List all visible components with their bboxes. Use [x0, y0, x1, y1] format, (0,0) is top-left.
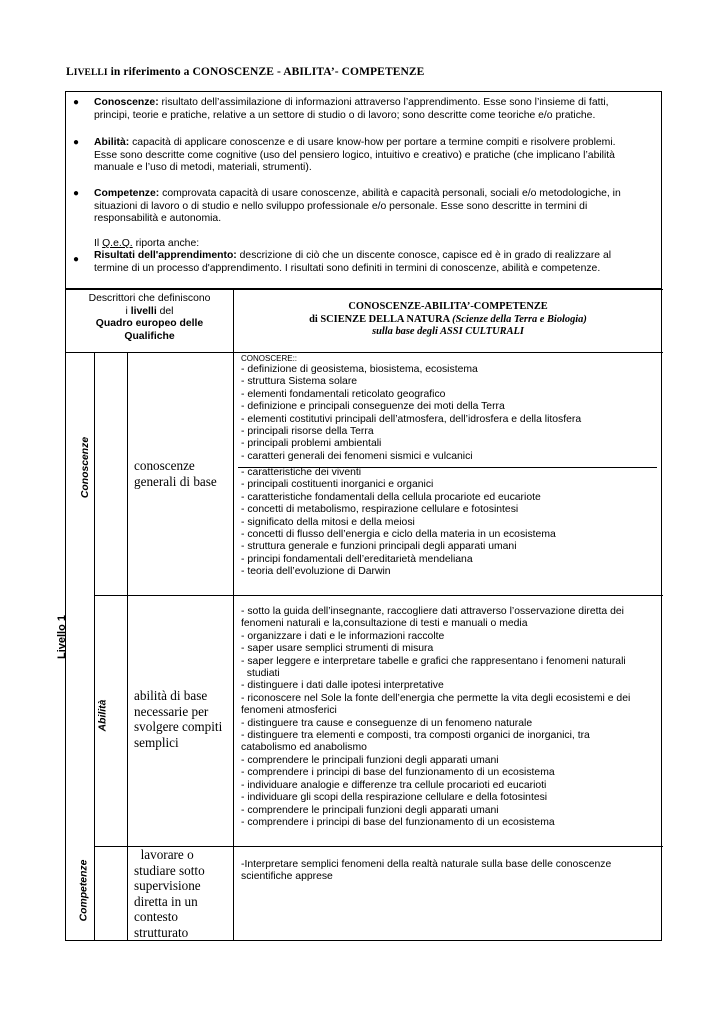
- list-item: - concetti di metabolismo, respirazione cellulare e fotosintesi: [241, 504, 519, 516]
- definition-abilita: ● Abilità: capacità di applicare conoscenze e di usare know-how per portare a termine compiti e risolvere problemi. Esse sono descritte come cognitive (uso del pensiero logico, intuitivo e creativo) e pratiche (che implicano l’abilità manuale e l’uso di metodi, materiali, strumenti).: [73, 137, 616, 174]
- list-item: - principali problemi ambientali: [241, 438, 382, 450]
- list-item: - distinguere tra elementi e composti, tra composti organici de inorganici, tra: [241, 730, 590, 742]
- list-item: -Interpretare semplici fenomeni della realtà naturale sulla base delle conoscenze: [241, 859, 612, 870]
- definition-risultati: ● Risultati dell'apprendimento: descrizione di ciò che un discente conosce, capisce ed è in grado di realizzare al termine di un processo d'apprendimento. I risultati sono definiti in termini di conoscenze, abilità e competenze.: [73, 250, 612, 274]
- list-item: - principali costituenti inorganici e organici: [241, 479, 434, 491]
- list-item: - saper leggere e interpretare tabelle e grafici che rappresentano i fenomeni naturali: [241, 655, 626, 667]
- list-item: fenomeni atmosferici: [241, 705, 337, 717]
- definitions-box: [65, 91, 662, 289]
- list-item: - caratteri generali dei fenomeni sismici e vulcanici: [241, 450, 473, 462]
- list-item: - caratteristiche fondamentali della cellula procariote ed eucariote: [241, 491, 541, 503]
- list-item: catabolismo ed anabolismo: [241, 742, 367, 754]
- list-item: scientifiche apprese: [241, 871, 333, 883]
- bullet-icon: ●: [73, 188, 80, 199]
- content-competenze: [241, 859, 657, 884]
- definition-conoscenze: ● Conoscenze: risultato dell’assimilazione di informazioni attraverso l’apprendimento. Esse sono l’insieme di fatti, principi, teorie e pratiche, relative a un settore di studio o di lavoro; sono descritte come teoriche e/o pratiche.: [73, 97, 609, 121]
- list-item: - distinguere tra cause e conseguenze di un fenomeno naturale: [241, 717, 533, 729]
- list-item: - comprendere le principali funzioni degli apparati umani: [241, 754, 499, 766]
- descriptor-conoscenze: conoscenze generali di base: [134, 458, 217, 489]
- content-abilita: [241, 606, 657, 829]
- list-item: - comprendere i principi di base del funzionamento di un ecosistema: [241, 816, 555, 828]
- list-item: - riconoscere nel Sole la fonte dell’energia che permette la vita degli ecosistemi e dei: [241, 692, 631, 704]
- level-label: Livello 1: [56, 614, 69, 660]
- list-item: - elementi fondamentali reticolato geografico: [241, 388, 446, 400]
- row-label-competenze: Competenze: [77, 859, 89, 921]
- header-subject: CONOSCENZE-ABILITA’-COMPETENZE di SCIENZE DELLA NATURA (Scienze della Terra e Biologia) sulla base degli ASSI CULTURALI: [309, 301, 587, 337]
- list-item: - individuare analogie e differenze tra cellule procarioti ed eucarioti: [241, 779, 547, 791]
- levels-table: [56, 289, 662, 941]
- bullet-icon: ●: [73, 97, 80, 108]
- row-label-abilita: Abilità: [96, 699, 108, 731]
- bullet-icon: ●: [73, 137, 80, 148]
- list-item: - caratteristiche dei viventi: [241, 467, 362, 478]
- definition-competenze: ● Competenze: comprovata capacità di usare conoscenze, abilità e capacità personali, sociali e/o metodologiche, in situazioni di lavoro o di studio e nello sviluppo professionale e/o personale. Esse sono descritte in termini di responsabilità e autonomia.: [73, 188, 621, 225]
- page-title: LIVELLI in riferimento a CONOSCENZE - ABILITA’- COMPETENZE: [66, 66, 425, 78]
- list-item: - struttura generale e funzioni principali degli apparati umani: [241, 541, 517, 553]
- descriptor-abilita: abilità di base necessarie per svolgere compiti semplici: [134, 688, 223, 750]
- list-item: - concetti di flusso dell’energia e ciclo della materia in un ecosistema: [241, 529, 556, 541]
- list-item: - significato della mitosi e della meiosi: [241, 516, 415, 528]
- list-item: studiati: [241, 668, 280, 680]
- list-item: - saper usare semplici strumenti di misura: [241, 643, 434, 655]
- list-item: fenomeni naturali e la,consultazione di testi e manuali o media: [241, 618, 528, 630]
- conoscere-heading: CONOSCERE::: [241, 354, 298, 363]
- list-item: - definizione di geosistema, biosistema, ecosistema: [241, 364, 478, 375]
- list-item: - organizzare i dati e le informazioni raccolte: [241, 630, 445, 642]
- list-item: - individuare gli scopi della respirazione cellulare e della fotosintesi: [241, 792, 548, 804]
- list-item: - principali risorse della Terra: [241, 426, 374, 438]
- list-item: - comprendere i principi di base del funzionamento di un ecosistema: [241, 767, 555, 779]
- bullet-icon: ●: [73, 254, 80, 265]
- list-item: - distinguere i dati dalle ipotesi interpretative: [241, 680, 444, 692]
- list-item: - struttura Sistema solare: [241, 376, 358, 388]
- qeq-note: Il Q.e.Q. riporta anche:: [94, 238, 200, 249]
- row-label-conoscenze: Conoscenze: [80, 436, 92, 498]
- content-conoscenze-biology: [241, 467, 657, 579]
- list-item: - teoria dell’evoluzione di Darwin: [241, 566, 391, 578]
- header-descriptors: Descrittori che definiscono i livelli del Quadro europeo delle Qualifiche: [88, 293, 211, 342]
- descriptor-competenze: lavorare o studiare sotto supervisione diretta in un contesto strutturato: [134, 847, 205, 940]
- content-conoscenze: [241, 354, 657, 463]
- list-item: - definizione e principali conseguenze dei moti della Terra: [241, 401, 505, 413]
- list-item: - comprendere le principali funzioni degli apparati umani: [241, 804, 499, 816]
- list-item: - elementi costitutivi principali dell’atmosfera, dell’idrosfera e della litosfera: [241, 413, 582, 425]
- list-item: - principi fondamentali dell’ereditarietà mendeliana: [241, 553, 473, 565]
- list-item: - sotto la guida dell’insegnante, raccogliere dati attraverso l’osservazione diretta dei: [241, 606, 624, 617]
